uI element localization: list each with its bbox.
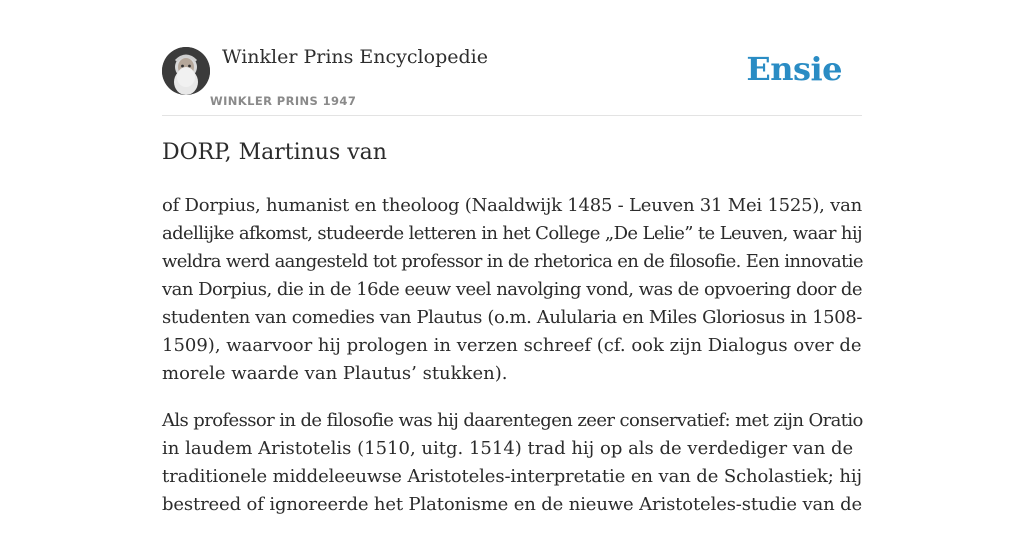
- publication-title-link[interactable]: Winkler Prins Encyclopedie: [222, 46, 488, 68]
- paragraph-line: weldra werd aangesteld tot professor in de rhetorica en de filosofie. Een innovatie: [162, 251, 863, 272]
- ensie-logo[interactable]: Ensie: [746, 50, 842, 88]
- publication-avatar[interactable]: [162, 47, 210, 95]
- paragraph-line: morele waarde van Plautus’ stukken).: [162, 363, 508, 384]
- paragraph-line: traditionele middeleeuwse Aristoteles-interpretatie en van de Scholastiek; hij: [162, 466, 862, 487]
- article-title: DORP, Martinus van: [162, 140, 387, 165]
- bearded-man-portrait-icon: [162, 47, 210, 95]
- paragraph-line: studenten van comedies van Plautus (o.m. Aulularia en Miles Gloriosus in 1508-: [162, 307, 863, 328]
- paragraph-line: bestreed of ignoreerde het Platonisme en de nieuwe Aristoteles-studie van de: [162, 494, 863, 515]
- header: [162, 0, 862, 116]
- paragraph-line: in laudem Aristotelis (1510, uitg. 1514) trad hij op als de verdediger van de: [162, 438, 854, 459]
- page-container: [162, 0, 863, 515]
- paragraph-line: 1509), waarvoor hij prologen in verzen schreef (cf. ook zijn Dialogus over de: [162, 335, 862, 356]
- article-paragraph: [162, 407, 862, 519]
- article-paragraph: [162, 192, 862, 388]
- article-body: [162, 192, 862, 538]
- publication-subtitle: WINKLER PRINS 1947: [210, 94, 357, 108]
- paragraph-line: adellijke afkomst, studeerde letteren in het College „De Lelie” te Leuven, waar hij: [162, 223, 862, 244]
- paragraph-line: van Dorpius, die in de 16de eeuw veel navolging vond, was de opvoering door de: [162, 279, 863, 300]
- paragraph-line: Als professor in de filosofie was hij daarentegen zeer conservatief: met zijn Oratio: [162, 410, 863, 431]
- paragraph-line: of Dorpius, humanist en theoloog (Naaldwijk 1485 - Leuven 31 Mei 1525), van: [162, 195, 862, 216]
